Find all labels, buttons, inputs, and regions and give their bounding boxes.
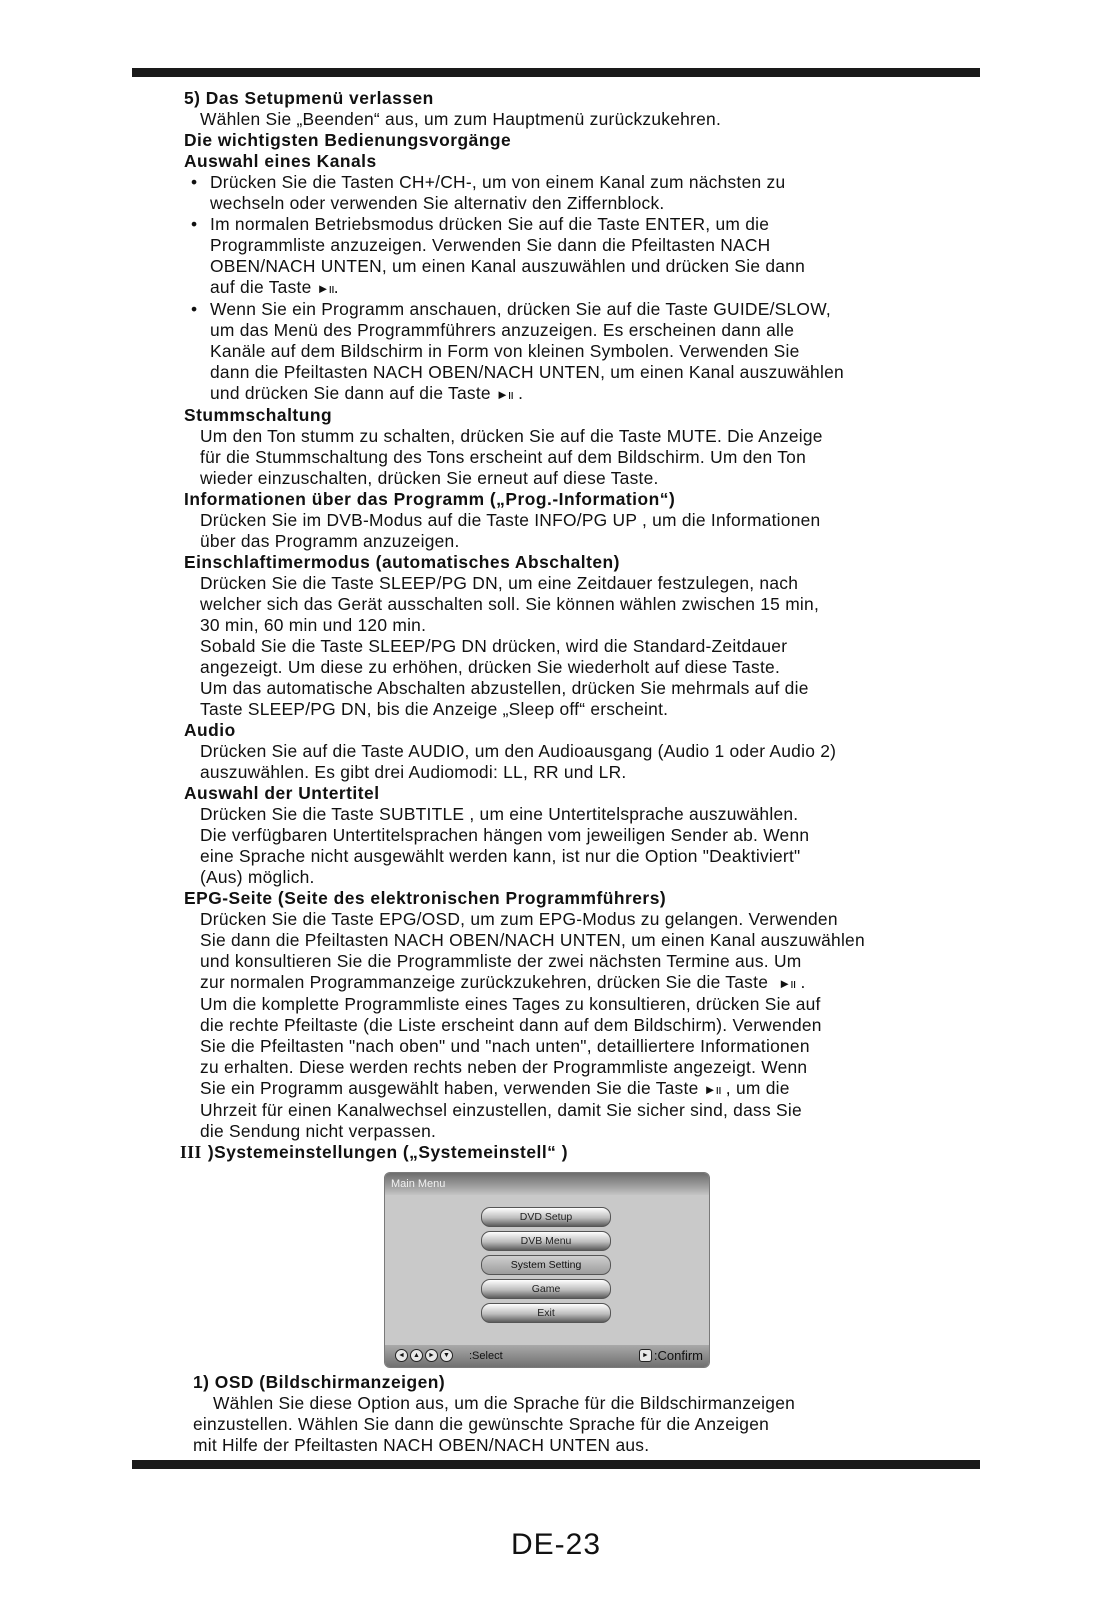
osd-line-3: mit Hilfe der Pfeiltasten NACH OBEN/NACH UNTEN aus. (193, 1435, 650, 1455)
bullet-icon: • (191, 214, 198, 234)
bullet-icon: • (191, 299, 198, 319)
menu-item-exit[interactable]: Exit (481, 1303, 611, 1323)
channel-title: Auswahl eines Kanals (184, 151, 377, 171)
channel-bullet-3 (184, 299, 984, 405)
play-pause-icon: ►ıı (778, 976, 796, 991)
channel-bullet-1 (184, 172, 984, 214)
menu-footer (385, 1345, 709, 1367)
select-hint: :Select (469, 1350, 503, 1362)
menu-item-dvd-setup[interactable]: DVD Setup (481, 1207, 611, 1227)
menu-item-dvb-menu[interactable]: DVB Menu (481, 1231, 611, 1251)
subtitle-text: Drücken Sie die Taste SUBTITLE , um eine Untertitelsprache auszuwählen. Die verfügbaren Untertitelsprachen hängen vom jeweiligen Sender ab. Wenn eine Sprache nicht ausgewählt werden kann, ist nur die Option "Deaktiviert" (Aus) möglich. (200, 804, 810, 887)
text-line: auf die Taste ►ıı. (210, 277, 339, 297)
menu-item-game[interactable]: Game (481, 1279, 611, 1299)
channel-bullet-2 (184, 214, 984, 299)
text-line: Programmliste anzuzeigen. Verwenden Sie dann die Pfeiltasten NACH (210, 235, 771, 255)
arrow-left-icon: ◄ (395, 1349, 408, 1362)
text-line: Im normalen Betriebsmodus drücken Sie auf die Taste ENTER, um die (210, 214, 770, 234)
epg-title: EPG-Seite (Seite des elektronischen Programmführers) (184, 888, 667, 908)
text-line: Drücken Sie die Tasten CH+/CH-, um von einem Kanal zum nächsten zu (210, 172, 786, 192)
arrow-up-icon: ▲ (410, 1349, 423, 1362)
text-line: Kanäle auf dem Bildschirm in Form von kleinen Symbolen. Verwenden Sie (210, 341, 800, 361)
sleep-text: Drücken Sie die Taste SLEEP/PG DN, um eine Zeitdauer festzulegen, nach welcher sich das Gerät ausschalten soll. Sie können wählen zwischen 15 min, 30 min, 60 min und 120 min. Sobald Sie die Taste SLEEP/PG DN drücken, wird die Standard-Zeitdauer angezeigt. Um diese zu erhöhen, drücken Sie wiederholt auf diese Taste. Um das automatische Abschalten abzustellen, drücken Sie mehrmals auf die Taste SLEEP/PG DN, bis die Anzeige „Sleep off“ erscheint. (200, 573, 820, 719)
arrow-keys (395, 1349, 453, 1362)
play-pause-icon: ►ıı (495, 387, 514, 402)
mute-title: Stummschaltung (184, 405, 333, 425)
setup-exit-text: Wählen Sie „Beenden“ aus, um zum Hauptmenü zurückzukehren. (200, 109, 722, 129)
play-pause-icon: ►ıı (316, 281, 334, 296)
text-line: dann die Pfeiltasten NACH OBEN/NACH UNTEN, um einen Kanal auszuwählen (210, 362, 844, 382)
audio-text: Drücken Sie auf die Taste AUDIO, um den Audioausgang (Audio 1 oder Audio 2) auszuwählen. Es gibt drei Audiomodi: LL, RR und LR. (200, 741, 837, 782)
enter-key-icon: ► (639, 1349, 652, 1362)
osd-section (193, 1372, 953, 1456)
text-line: OBEN/NACH UNTEN, um einen Kanal auszuwählen und drücken Sie dann (210, 256, 806, 276)
osd-line-1: Wählen Sie diese Option aus, um die Sprache für die Bildschirmanzeigen (213, 1393, 796, 1413)
info-text: Drücken Sie im DVB-Modus auf die Taste INFO/PG UP , um die Informationen über das Programm anzuzeigen. (200, 510, 821, 551)
play-pause-icon: ►ıı (703, 1082, 721, 1097)
epg-text: Drücken Sie die Taste EPG/OSD, um zum EPG-Modus zu gelangen. Verwenden Sie dann die Pfeiltasten NACH OBEN/NACH UNTEN, um einen Kanal auszuwählen und konsultieren Sie die Programmliste der zwei nächsten Termine aus. Um zur normalen Programmanzeige zurückzukehren, drücken Sie die Taste ►ıı . Um die komplette Programmliste eines Tages zu konsultieren, drücken Sie auf die rechte Pfeiltaste (die Liste erscheint dann auf dem Bildschirm). Verwenden Sie die Pfeiltasten "nach oben" und "nach unten", detailliertere Informationen zu erhalten. Diese werden rechts neben der Programmliste angezeigt. Wenn Sie ein Programm ausgewählt haben, verwenden Sie die Taste ►ıı , um die Uhrzeit für einen Kanalwechsel einzustellen, damit Sie sicher sind, dass Sie die Sendung nicht verpassen. (200, 909, 865, 1141)
text-line: wechseln oder verwenden Sie alternativ den Ziffernblock. (210, 193, 665, 213)
confirm-hint: ► :Confirm (639, 1348, 703, 1363)
section-setup-exit-title: 5) Das Setupmenü verlassen (184, 88, 434, 108)
info-title: Informationen über das Programm („Prog.-Information“) (184, 489, 676, 509)
main-menu-screenshot (384, 1172, 710, 1368)
menu-title-bar: Main Menu (385, 1173, 709, 1195)
page-number: DE-23 (510, 1528, 602, 1561)
osd-title: 1) OSD (Bildschirmanzeigen) (193, 1372, 446, 1392)
osd-line-2: einzustellen. Wählen Sie dann die gewünschte Sprache für die Anzeigen (193, 1414, 770, 1434)
operations-title: Die wichtigsten Bedienungsvorgänge (184, 130, 512, 150)
mute-text: Um den Ton stumm zu schalten, drücken Sie auf die Taste MUTE. Die Anzeige für die Stummschaltung des Tons erscheint auf dem Bildschirm. Um den Ton wieder einzuschalten, drücken Sie erneut auf diese Taste. (200, 426, 823, 488)
menu-item-system-setting[interactable]: System Setting (481, 1255, 611, 1275)
system-settings-title: III )Systemeinstellungen („Systemeinstell“ ) (180, 1142, 568, 1162)
subtitle-title: Auswahl der Untertitel (184, 783, 380, 803)
sleep-title: Einschlaftimermodus (automatisches Abschalten) (184, 552, 620, 572)
text-line: und drücken Sie dann auf die Taste ►ıı . (210, 383, 524, 403)
text-line: Wenn Sie ein Programm anschauen, drücken Sie auf die Taste GUIDE/SLOW, (210, 299, 831, 319)
audio-title: Audio (184, 720, 236, 740)
manual-text (180, 88, 984, 1163)
bullet-icon: • (191, 172, 198, 192)
arrow-right-icon: ► (425, 1349, 438, 1362)
bottom-rule (132, 1460, 980, 1469)
arrow-down-icon: ▼ (440, 1349, 453, 1362)
text-line: um das Menü des Programmführers anzuzeigen. Es erscheinen dann alle (210, 320, 795, 340)
top-rule (132, 68, 980, 77)
